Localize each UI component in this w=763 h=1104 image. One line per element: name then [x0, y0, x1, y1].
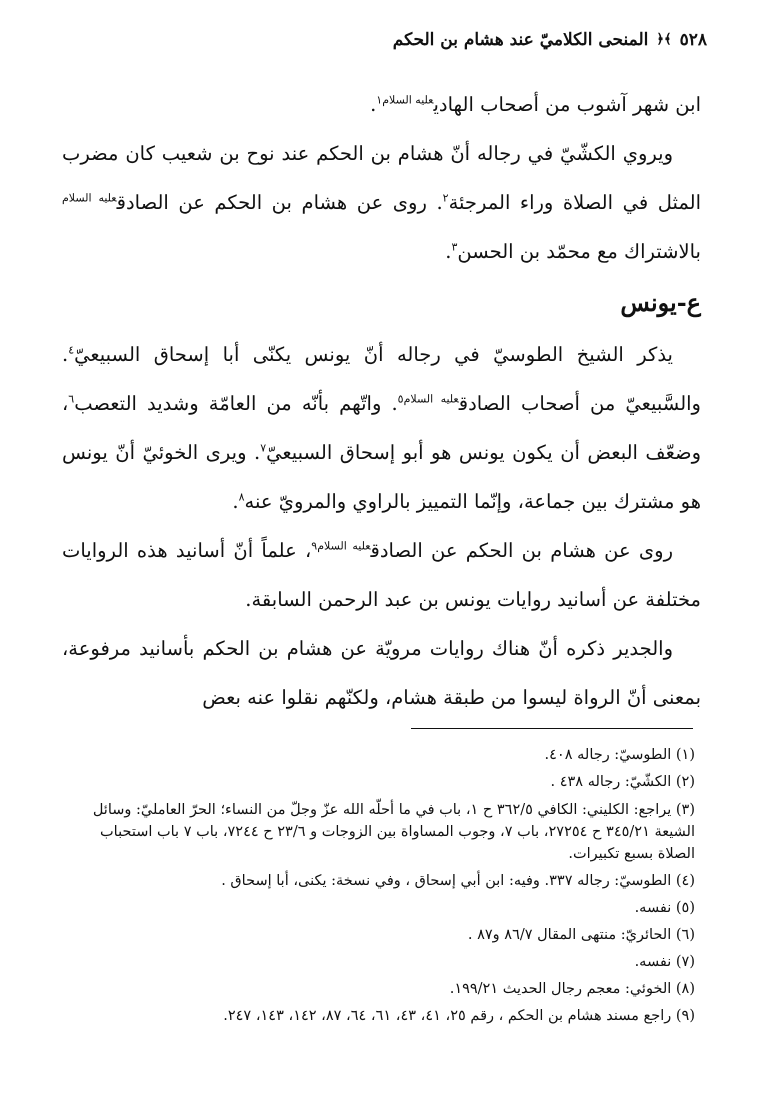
footnote-ref[interactable]: ٢ — [442, 191, 449, 205]
honorific: عليه السلام — [403, 392, 459, 406]
paragraph: ويروي الكشّيّ في رجاله أنّ هشام بن الحكم عند نوح بن شعيب كان مضرب المثل في الصلاة وراء المرجئة$^٢$. روى عن هشام بن الحكم عن الصادق$^{عليه السلام}$ بالاشتراك مع محمّد بن الحسن$^٣$. — [62, 142, 701, 263]
footnote: (٨) الخوئي: معجم رجال الحديث ١٩٩/٢١. — [449, 981, 695, 997]
footnote: (٢) الكشّيّ: رجاله ٤٣٨ . — [550, 774, 695, 790]
honorific: عليه السلام — [62, 191, 117, 205]
footnote-ref[interactable]: ٤ — [68, 343, 75, 357]
footnotes — [62, 742, 701, 1030]
footnote: (٦) الحائريّ: منتهى المقال ٨٦/٧ و٨٧ . — [467, 927, 695, 943]
footnote: (٥) نفسه. — [634, 900, 695, 916]
footnote-ref[interactable]: ٩ — [311, 539, 318, 553]
footnote: (١) الطوسيّ: رجاله ٤٠٨. — [544, 747, 695, 763]
honorific: عليه السلام — [382, 93, 434, 107]
footnote: (٩) راجع مسند هشام بن الحكم ، رقم ٢٥، ٤١، ٤٣، ٦١، ٦٤، ٨٧، ١٤٢، ١٤٣، ٢٤٧. — [223, 1008, 695, 1024]
footnote: (٤) الطوسيّ: رجاله ٣٣٧. وفيه: ابن أبي إسحاق ، وفي نسخة: يكنى، أبا إسحاق . — [221, 873, 695, 889]
paragraph-continuation: ابن شهر آشوب من أصحاب الهادي$^{عليه السلام١}$. — [370, 93, 701, 116]
page-number: ٥٢٨ — [679, 30, 707, 50]
header-ornament: ﴾﴿ — [656, 32, 672, 47]
footnote: (٣) يراجع: الكليني: الكافي ٣٦٢/٥ ح ١، باب في ما أحلّه الله عزّ وجلّ من النساء؛ الحرّ العامليّ: وسائل الشيعة ٣٤٥/٢١ ح ٢٧٢٥٤، باب ٧، وجوب المساواة بين الزوجات و ٢٣/٦ ح ٧٢٤٤، باب ٧ باب استحباب الصلاة بسبع تكبيرات. — [92, 802, 695, 862]
paragraph: يذكر الشيخ الطوسيّ في رجاله أنّ يونس يكنّى أبا إسحاق السبيعيّ$^٤$. والسَّبيعيّ من أصحاب الصادق$^{عليه السلام٥}$. واتّهم بأنّه من العامّة وشديد التعصب$^٦$، وضعّف البعض أن يكون يونس هو أبو إسحاق السبيعيّ$^٧$. ويرى الخوئيّ أنّ يونس هو مشترك بين جماعة، وإنّما التمييز بالراوي والمرويّ عنه$^٨$. — [62, 343, 701, 513]
main-text — [62, 80, 701, 722]
paragraph: روى عن هشام بن الحكم عن الصادق$^{عليه السلام٩}$، علماً أنّ أسانيد هذه الروايات مختلفة عن أسانيد روايات يونس بن عبد الرحمن السابقة. — [62, 539, 701, 611]
honorific: عليه السلام — [317, 539, 371, 553]
paragraph: والجدير ذكره أنّ هناك روايات مرويّة عن هشام بن الحكم بأسانيد مرفوعة، بمعنى أنّ الرواة ليسوا من طبقة هشام، ولكنّهم نقلوا عنه بعض — [62, 637, 701, 709]
footnote-ref[interactable]: ٣ — [451, 240, 458, 254]
footnote-ref[interactable]: ٨ — [238, 490, 245, 504]
running-title: المنحى الكلاميّ عند هشام بن الحكم — [392, 30, 649, 50]
footnote-ref[interactable]: ٧ — [260, 441, 267, 455]
footnote: (٧) نفسه. — [634, 954, 695, 970]
footnote-ref[interactable]: ٦ — [68, 392, 75, 406]
footnote-ref[interactable]: ١ — [376, 93, 383, 107]
footnote-divider — [411, 728, 693, 729]
section-heading: ع-يونس — [620, 288, 701, 317]
running-header — [56, 26, 707, 54]
footnote-ref[interactable]: ٥ — [397, 392, 404, 406]
